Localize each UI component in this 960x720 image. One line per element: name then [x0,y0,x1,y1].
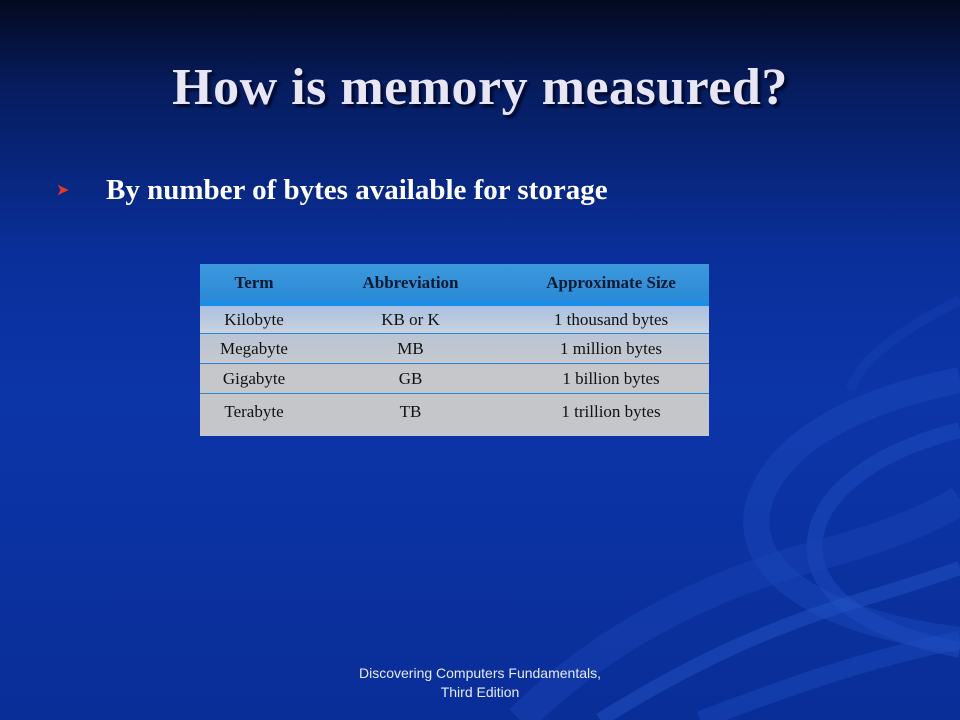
table-row [200,364,709,394]
table-row [200,334,709,364]
slide-title: How is memory measured? [172,59,788,116]
table-cell-abbreviation: KB or K [381,309,440,329]
memory-units-table [200,264,709,436]
table-cell-term: Megabyte [220,338,288,358]
table-cell-size: 1 trillion bytes [561,402,661,421]
footer-line-1: Discovering Computers Fundamentals, [359,665,601,681]
table-cell-abbreviation: TB [399,402,422,421]
footer-line-2: Third Edition [440,684,520,700]
bullet-text: By number of bytes available for storage [106,173,608,206]
table-cell-abbreviation: MB [397,338,424,358]
table-header-term: Term [234,272,274,292]
table-cell-term: Terabyte [224,402,284,421]
table-row [200,306,709,334]
slide-footer [0,664,960,702]
arrow-bullet-icon: ➤ [56,180,70,199]
table-header-abbreviation: Abbreviation [362,272,459,292]
table-row [200,394,709,430]
table-cell-size: 1 million bytes [560,338,662,358]
table-cell-size: 1 billion bytes [562,368,660,388]
table-cell-term: Kilobyte [224,309,284,329]
table-header-row [200,264,709,306]
table-cell-size: 1 thousand bytes [553,309,669,329]
table-cell-term: Gigabyte [222,368,286,388]
bullet-point [56,170,608,210]
table-header-approximate-size: Approximate Size [546,272,676,292]
table-cell-abbreviation: GB [398,368,423,388]
